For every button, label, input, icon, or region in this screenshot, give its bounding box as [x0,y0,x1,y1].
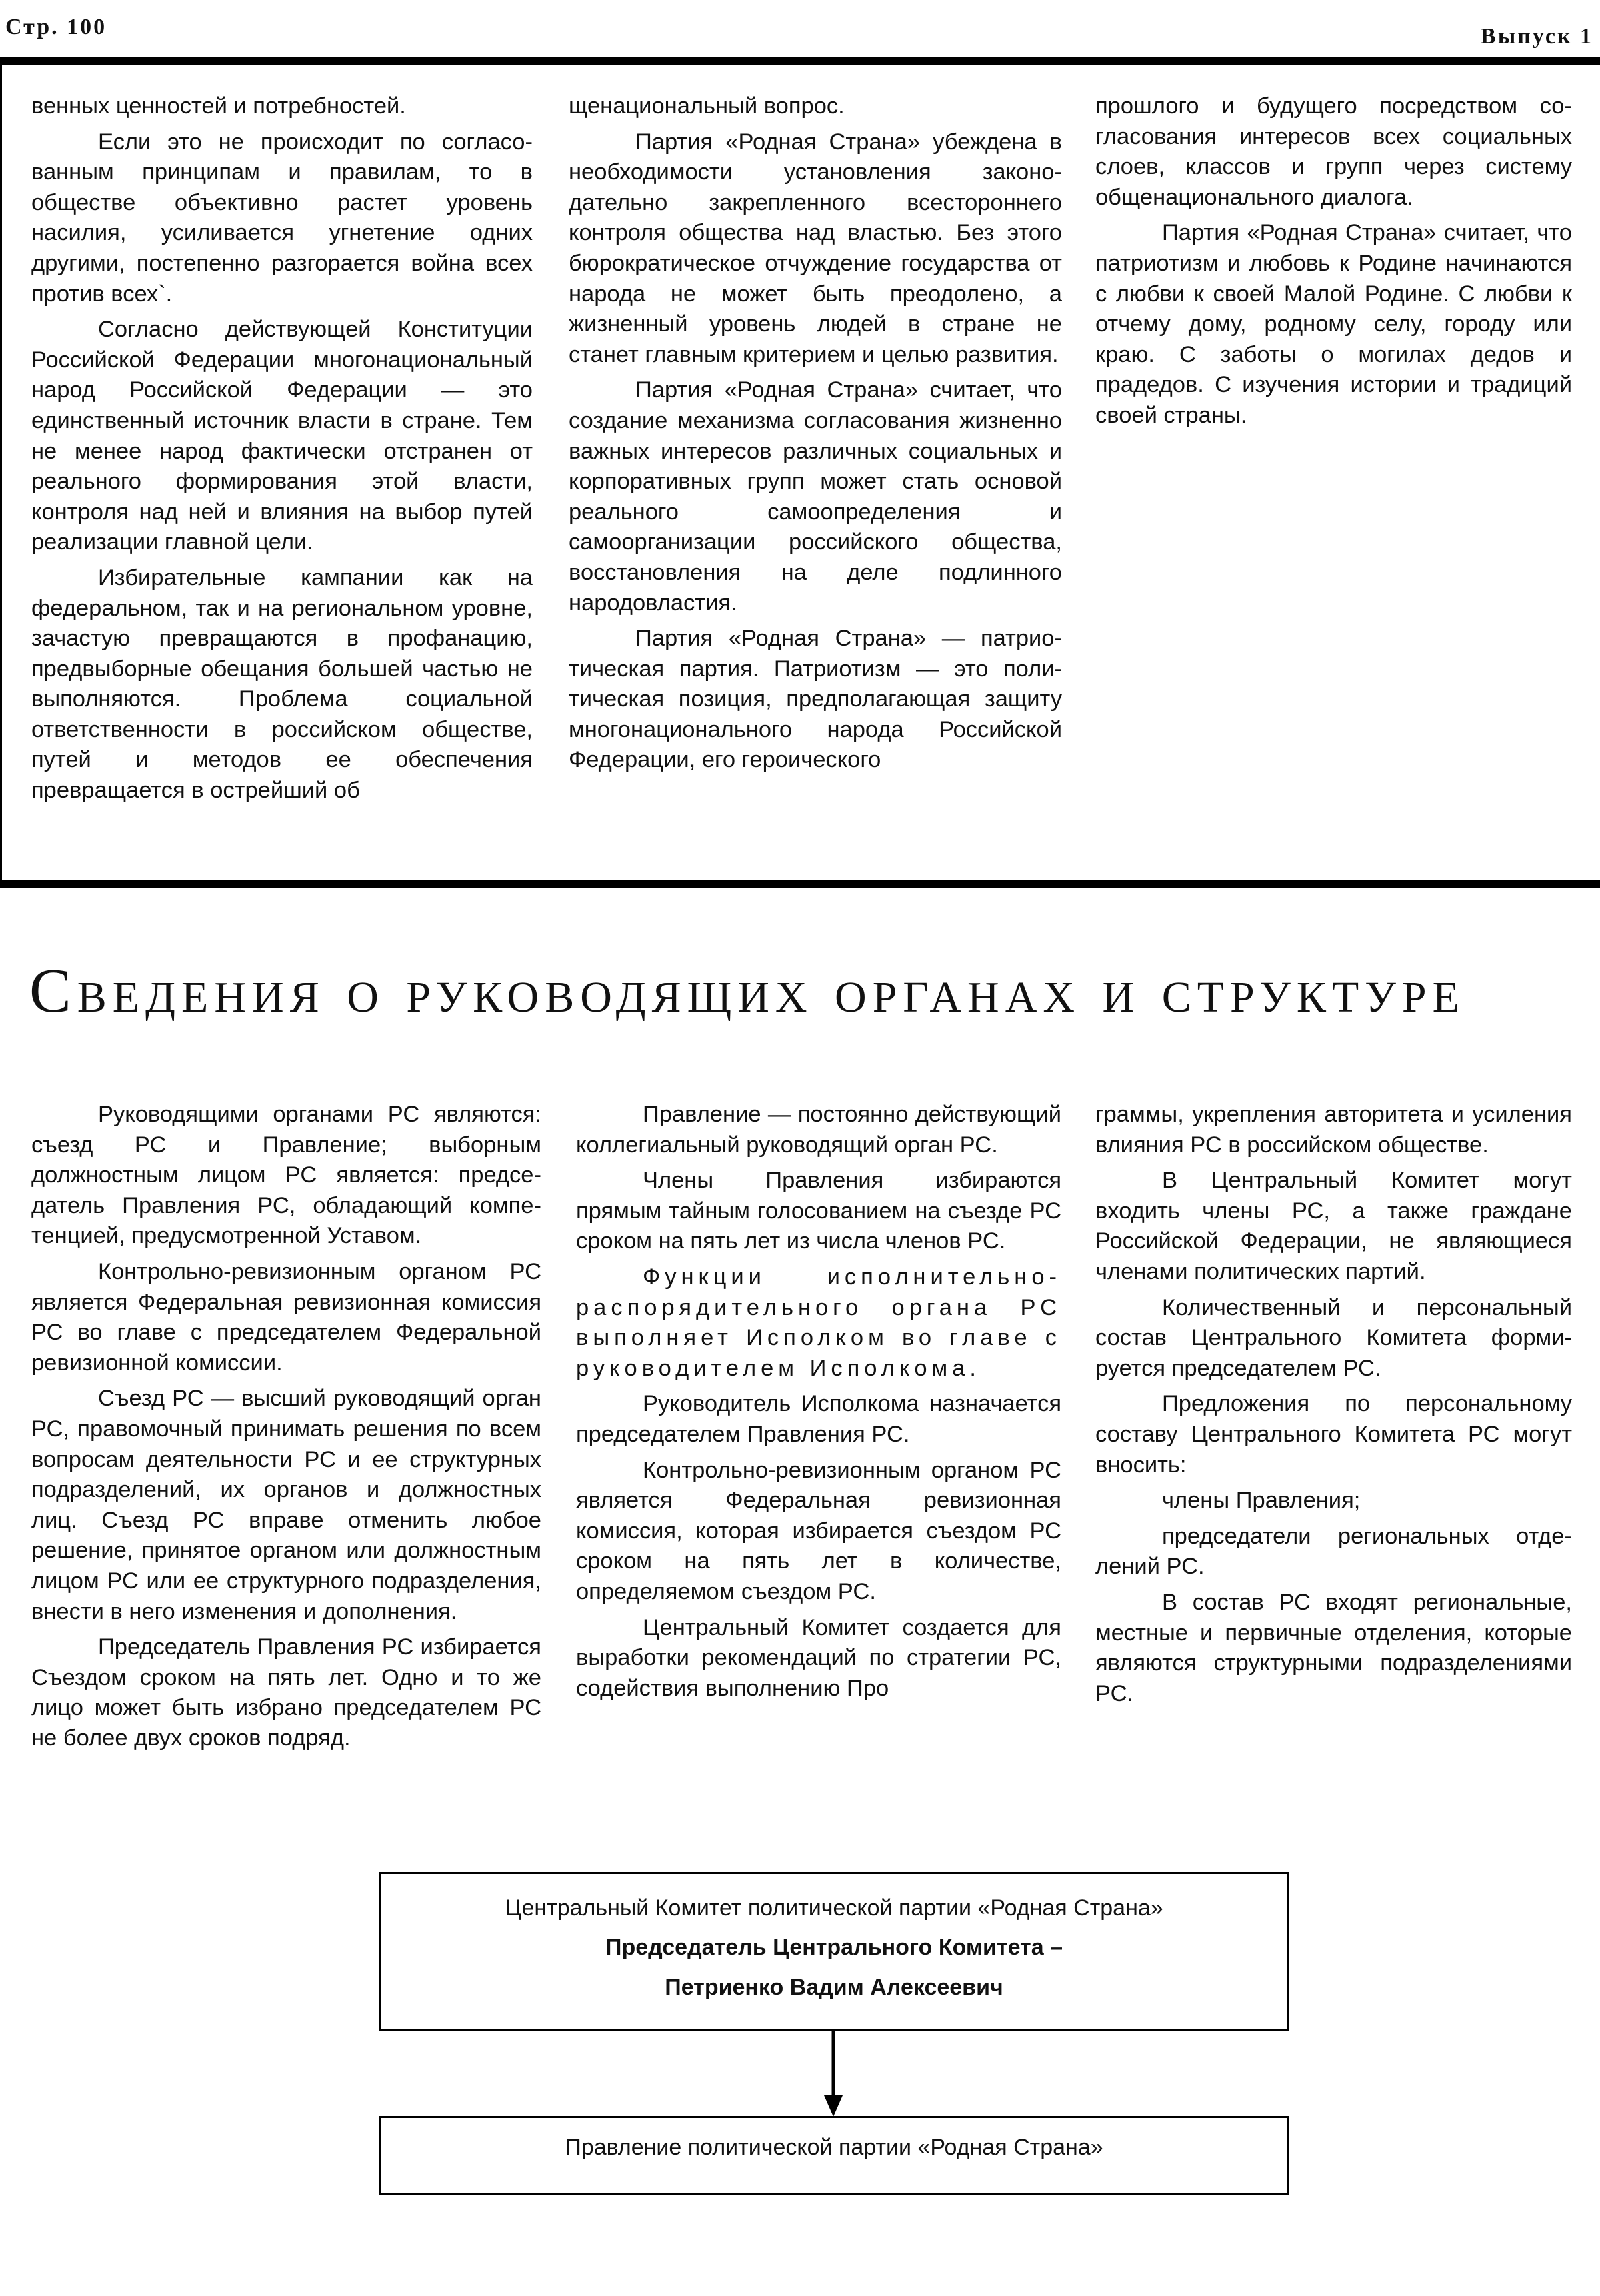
page-number: Стр. 100 [5,15,107,39]
paragraph: Согласно действующей Конституции Российской Федерации многонациональный народ Российской Федерации — это единственный источник власти в стране. Тем не менее народ фактически отстранен от реального формирования этой власти, контроля над ней и влияния на выбор путей реализации главной цели. [31,317,533,555]
paragraph: граммы, укрепления авторитета и усиления влияния РС в российском обществе. [1095,1102,1572,1158]
paragraph: венных ценностей и потребностей. [31,93,406,119]
org-box-central-committee [379,1872,1289,2031]
paragraph: Партия «Родная Страна» — патриотическая партия. Патриотизм — это политическая позиция, предполагающая защиту многонационального народа Российской Федерации, его героического [569,626,1062,773]
paragraph: Партия «Родная Страна» считает, что патриотизм и любовь к Родине начинаются с любви к своей Малой Родине. С любви к отчему дому, родному селу, городу или краю. С заботы о могилах дедов и прадедов. С изучения истории и традиций своей страны. [1095,220,1572,428]
paragraph: В состав РС входят региональные, местные и первичные отделения, которые являются структурными подразделениями РС. [1095,1589,1572,1706]
org-arrow [820,2029,847,2117]
chairman-name: Петриенко Вадим Алексеевич [665,1975,1003,2000]
org-box-title: Правление политической партии «Родная Страна» [565,2135,1103,2160]
paragraph: Председатель Правления РС избирается Съездом сроком на пять лет. Одно и то же лицо может быть избрано председателем РС не более двух сроков подряд. [31,1634,541,1751]
paragraph: Партия «Родная Страна» убеждена в необходимости установления законодательно закрепленного всестороннего контроля общества над властью. Без этого бюрократическое отчуждение государства от народа не может быть преодолено, а жизненный уровень людей в стране не станет главным критерием и целью развития. [569,129,1062,367]
paragraph: Функции исполнительно-распорядительного органа РС выполняет Исполком во главе с руководителем Исполкома. [576,1264,1061,1381]
paragraph: Члены Правления избираются прямым тайным голосованием на съезде РС сроком на пять лет из числа членов РС. [576,1168,1061,1254]
paragraph: Количественный и персональный состав Центрального Комитета формируется председателем РС. [1095,1294,1572,1381]
section-title: Сведения о руководящих органах и структуре [29,956,1465,1026]
paragraph: Контрольно-ревизионным органом РС является Федеральная ревизионная комиссия, которая избирается съездом РС сроком на пять лет в количестве, определяемом съездом РС. [576,1457,1061,1604]
paragraph: Центральный Комитет создается для выработки рекомендаций по стратегии РС, содействия выполнению Про [576,1614,1061,1701]
paragraph: Партия «Родная Страна» считает, что создание механизма согласования жизненно важных интересов различных социальных и корпоративных групп может стать основой реального самоопределения и самоорганизации российского общества, восстановления на деле подлинного народовластия. [569,377,1062,616]
paragraph: Съезд РС — высший руководящий орган РС, правомочный принимать решения по всем вопросам деятельности РС и ее структурных подразделений, их органов и должностных лиц. Съезд РС вправе отменить любое решение, принятое органом или должностным лицом РС или ее структурного подразделения, внести в него изменения и дополнения. [31,1386,541,1624]
org-box-board [379,2116,1289,2195]
paragraph: Руководитель Исполкома назначается председателем Правления РС. [576,1391,1061,1447]
paragraph: прошлого и будущего посредством согласования интересов всех социальных слоев, классов и групп через систему общенационального диалога. [1095,93,1572,210]
paragraph: Если это не происходит по согласованным принципам и правилам, то в обществе объективно растет уровень насилия, усиливается угнетение одних другими, постепенно разгорается война всех против всех`. [31,129,533,307]
org-box-title: Центральный Комитет политической партии «Родная Страна» [505,1895,1163,1921]
header-rule [0,57,1600,65]
paragraph: щенациональный вопрос. [569,93,845,119]
paragraph: Предложения по персональному составу Центрального Комитета РС могут вносить: [1095,1391,1572,1478]
section-rule [0,880,1600,888]
issue-label: Выпуск 1 [1481,24,1593,49]
top-column-2 [569,91,1062,781]
chairman-title: Председатель Центрального Комитета – [605,1935,1063,1960]
bottom-column-3 [1095,1100,1572,1714]
top-column-3 [1095,91,1572,437]
paragraph: Избирательные кампании как на федеральном, так и на региональном уровне, зачастую превращаются в профанацию, предвыборные обещания большей частью не выполняются. Проблема социальной ответственности в российском обществе, путей и методов ее обеспечения превращается в острейший об [31,565,533,804]
bottom-column-2 [576,1100,1061,1709]
left-margin-rule [0,64,2,881]
paragraph: председатели региональных отделений РС. [1095,1523,1572,1580]
bottom-column-1 [31,1100,541,1759]
top-column-1 [31,91,533,812]
paragraph: В Центральный Комитет могут входить члены РС, а также граждане Российской Федерации, не являющиеся членами политических партий. [1095,1168,1572,1284]
paragraph: члены Правления; [1162,1488,1361,1514]
paragraph: Правление — постоянно действующий коллегиальный руководящий орган РС. [576,1102,1061,1158]
paragraph: Руководящими органами РС являются: съезд РС и Правление; выборным должностным лицом РС является: председатель Правления РС, обладающий компетенцией, предусмотренной Уставом. [31,1102,541,1249]
paragraph: Контрольно-ревизионным органом РС является Федеральная ревизионная комиссия РС во главе с председателем Федеральной ревизионной комиссии. [31,1258,541,1376]
